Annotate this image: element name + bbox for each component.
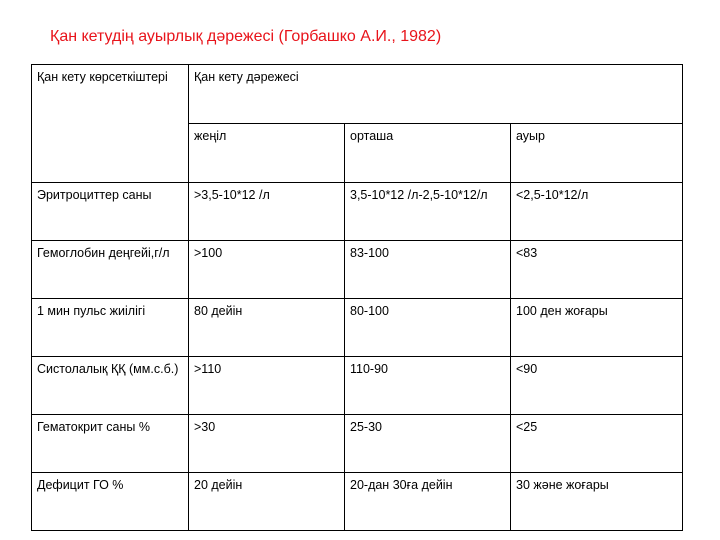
value-cell — [189, 183, 345, 241]
value-cell — [189, 299, 345, 357]
degree-header-label: жеңіл — [194, 129, 227, 143]
value-mild: 80 дейін — [194, 304, 243, 318]
table-row-pulse — [32, 299, 683, 357]
value-cell — [345, 299, 511, 357]
value-mild: >110 — [194, 362, 222, 376]
value-cell — [511, 357, 683, 415]
degree-header-moderate — [345, 124, 511, 183]
value-moderate: 20-дан 30ға дейін — [350, 478, 453, 492]
row-label-cell — [32, 473, 189, 531]
value-cell — [511, 299, 683, 357]
value-mild: >30 — [194, 420, 216, 434]
bleeding-severity-table — [31, 64, 683, 531]
degree-header-label: ауыр — [516, 129, 545, 143]
row-label: Гемоглобин деңгейі,г/л — [37, 246, 170, 260]
table-row-hemoglobin — [32, 241, 683, 299]
value-cell — [189, 241, 345, 299]
value-mild: >3,5-10*12 /л — [194, 188, 270, 202]
table-row-systolic-pressure — [32, 357, 683, 415]
degree-header-mild — [189, 124, 345, 183]
value-severe: <2,5-10*12/л — [516, 188, 589, 202]
value-cell — [345, 415, 511, 473]
table-header-row — [32, 65, 683, 124]
row-label-cell — [32, 241, 189, 299]
value-cell — [345, 241, 511, 299]
value-cell — [511, 241, 683, 299]
value-cell — [189, 357, 345, 415]
row-label-cell — [32, 415, 189, 473]
value-cell — [511, 473, 683, 531]
value-severe: <83 — [516, 246, 538, 260]
row-label: Эритроциттер саны — [37, 188, 152, 202]
value-cell — [345, 473, 511, 531]
group-header-label: Қан кету дәрежесі — [194, 70, 299, 84]
value-cell — [345, 183, 511, 241]
row-label-cell — [32, 299, 189, 357]
value-severe: <90 — [516, 362, 538, 376]
value-cell — [189, 415, 345, 473]
value-moderate: 83-100 — [350, 246, 389, 260]
corner-header-cell — [32, 65, 189, 183]
row-label-cell — [32, 357, 189, 415]
value-cell — [511, 415, 683, 473]
value-mild: >100 — [194, 246, 223, 260]
value-moderate: 3,5-10*12 /л-2,5-10*12/л — [350, 188, 488, 202]
value-moderate: 110-90 — [350, 362, 388, 376]
value-severe: 30 және жоғары — [516, 478, 609, 492]
table-row-hematocrit — [32, 415, 683, 473]
slide-title: Қан кетудің ауырлық дәрежесі (Горбашко А.И., 1982) — [50, 28, 442, 45]
row-label-cell — [32, 183, 189, 241]
group-header-cell — [189, 65, 683, 124]
table-row-erythrocytes — [32, 183, 683, 241]
value-moderate: 80-100 — [350, 304, 389, 318]
value-severe: 100 ден жоғары — [516, 304, 608, 318]
value-moderate: 25-30 — [350, 420, 382, 434]
row-label: Систолалық ҚҚ (мм.с.б.) — [37, 362, 179, 376]
value-cell — [511, 183, 683, 241]
table-row-blood-volume-deficit — [32, 473, 683, 531]
row-label: Гематокрит саны % — [37, 420, 150, 434]
degree-header-label: орташа — [350, 129, 394, 143]
corner-header-label: Қан кету көрсеткіштері — [37, 70, 168, 84]
row-label: Дефицит ГО % — [37, 478, 124, 492]
value-severe: <25 — [516, 420, 538, 434]
value-cell — [345, 357, 511, 415]
value-mild: 20 дейін — [194, 478, 243, 492]
degree-header-severe — [511, 124, 683, 183]
row-label: 1 мин пульс жиілігі — [37, 304, 146, 318]
value-cell — [189, 473, 345, 531]
